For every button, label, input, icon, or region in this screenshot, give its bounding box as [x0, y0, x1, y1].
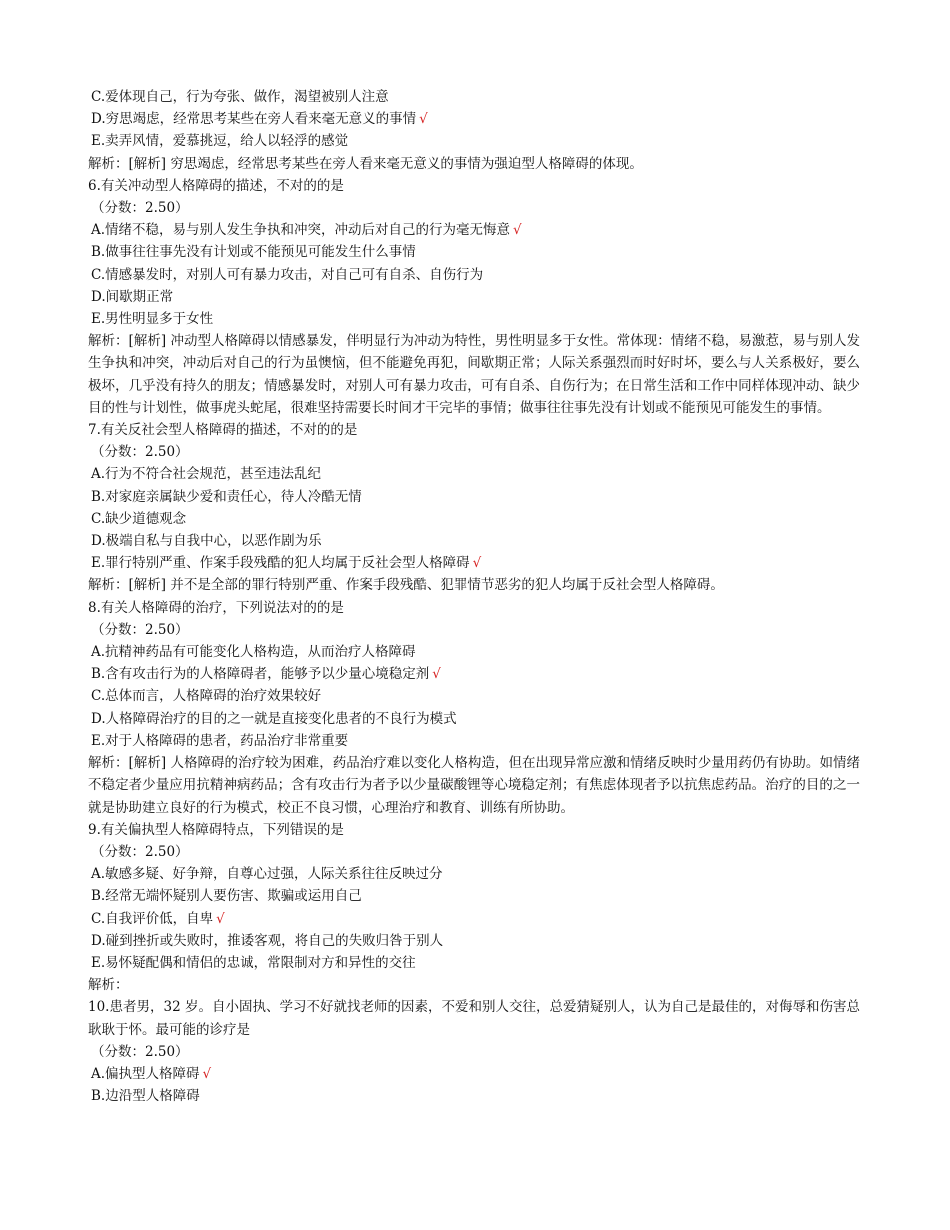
q6-option-e: E.男性明显多于女性: [91, 311, 214, 328]
q7-question: 7.有关反社会型人格障碍的描述，不对的的是: [88, 422, 358, 439]
q7-option-e: E.罪行特别严重、作案手段残酷的犯人均属于反社会型人格障碍 √: [91, 555, 482, 572]
correct-check-icon: √: [472, 555, 482, 572]
q7-score: （分数：2.50）: [91, 444, 189, 461]
q6-analysis: 解析：[解析] 冲动型人格障碍以情感暴发，伴明显行为冲动为特性，男性明显多于女性。常体现：情绪不稳，易激惹，易与别人发生争执和冲突，冲动后对自己的行为虽懊恼，但不能避免再犯，间歇期正常；人际关系强烈而时好时坏，要么与人关系极好，要么极坏，几乎没有持久的朋友；情感暴发时，对别人可有暴力攻击，可有自杀、自伤行为；在日常生活和工作中同样体现冲动、缺少目的性与计划性，做事虎头蛇尾，很难坚持需要长时间才干完毕的事情；做事往往事先没有计划或不能预见可能发生的事情。: [88, 333, 860, 416]
q8-option-d: D.人格障碍治疗的目的之一就是直接变化患者的不良行为模式: [91, 710, 457, 727]
q8-analysis: 解析：[解析] 人格障碍的治疗较为困难，药品治疗难以变化人格构造，但在出现异常应激和情绪反映时少量用药仍有协助。如情绪不稳定者少量应用抗精神病药品；含有攻击行为者予以少量碳酸锂等心境稳定剂；有焦虑体现者予以抗焦虑药品。治疗的目的之一就是协助建立良好的行为模式，校正不良习惯，心理治疗和教育、训练有所协助。: [88, 755, 860, 816]
q6-option-b: B.做事往往事先没有计划或不能预见可能发生什么事情: [91, 244, 416, 261]
q8-score: （分数：2.50）: [91, 621, 189, 638]
q5-option-d: D.穷思竭虑，经常思考某些在旁人看来毫无意义的事情 √: [91, 111, 428, 128]
q6-score: （分数：2.50）: [91, 200, 189, 217]
q9-question: 9.有关偏执型人格障碍特点，下列错误的是: [88, 821, 344, 838]
correct-check-icon: √: [202, 1065, 212, 1082]
q9-option-a: A.敏感多疑、好争辩，自尊心过强，人际关系往往反映过分: [91, 866, 443, 883]
q6-question: 6.有关冲动型人格障碍的描述，不对的的是: [88, 177, 344, 194]
q9-option-c: C.自我评价低，自卑 √: [91, 910, 225, 927]
q9-score: （分数：2.50）: [91, 843, 189, 860]
q10-option-b: B.边沿型人格障碍: [91, 1088, 200, 1105]
q5-analysis: 解析：[解析] 穷思竭虑，经常思考某些在旁人看来毫无意义的事情为强迫型人格障碍的体现。: [88, 155, 643, 172]
q9-option-b: B.经常无端怀疑别人要伤害、欺骗或运用自己: [91, 888, 362, 905]
q7-option-b: B.对家庭亲属缺少爱和责任心，待人冷酷无情: [91, 488, 362, 505]
exam-page: [88, 86, 860, 1107]
q10-option-a: A.偏执型人格障碍 √: [91, 1065, 212, 1082]
q8-question: 8.有关人格障碍的治疗，下列说法对的的是: [88, 599, 344, 616]
q9-option-d: D.碰到挫折或失败时，推诿客观，将自己的失败归咎于别人: [91, 932, 444, 949]
q7-option-a: A.行为不符合社会规范，甚至违法乱纪: [91, 466, 322, 483]
q5-option-c: C.爱体现自己，行为夸张、做作，渴望被别人注意: [91, 89, 389, 105]
q7-option-c: C.缺少道德观念: [91, 510, 187, 527]
q10-question: 10.患者男，32 岁。自小固执、学习不好就找老师的因素，不爱和别人交往，总爱猜疑别人，认为自己是最佳的，对侮辱和伤害总耿耿于怀。最可能的诊疗是: [88, 999, 860, 1038]
q5-option-e: E.卖弄风情，爱慕挑逗，给人以轻浮的感觉: [91, 133, 349, 150]
q8-option-b: B.含有攻击行为的人格障碍者，能够予以少量心境稳定剂 √: [91, 666, 441, 683]
q8-option-e: E.对于人格障碍的患者，药品治疗非常重要: [91, 732, 349, 749]
correct-check-icon: √: [419, 111, 428, 128]
correct-check-icon: √: [513, 222, 522, 239]
correct-check-icon: √: [216, 910, 225, 927]
q8-option-a: A.抗精神药品有可能变化人格构造，从而治疗人格障碍: [91, 644, 416, 661]
q7-option-d: D.极端自私与自我中心，以恶作剧为乐: [91, 533, 322, 550]
q6-option-d: D.间歇期正常: [91, 288, 174, 305]
q8-option-c: C.总体而言，人格障碍的治疗效果较好: [91, 688, 322, 705]
correct-check-icon: √: [432, 666, 441, 683]
q7-analysis: 解析：[解析] 并不是全部的罪行特别严重、作案手段残酷、犯罪情节恶劣的犯人均属于反社会型人格障碍。: [88, 577, 724, 594]
q9-option-e: E.易怀疑配偶和情侣的忠诚，常限制对方和异性的交往: [91, 954, 416, 971]
q9-analysis: 解析：: [88, 977, 129, 994]
q6-option-c: C.情感暴发时，对别人可有暴力攻击，对自己可有自杀、自伤行为: [91, 266, 484, 283]
q6-option-a: A.情绪不稳，易与别人发生争执和冲突，冲动后对自己的行为毫无悔意 √: [91, 222, 522, 239]
q10-score: （分数：2.50）: [91, 1043, 189, 1060]
